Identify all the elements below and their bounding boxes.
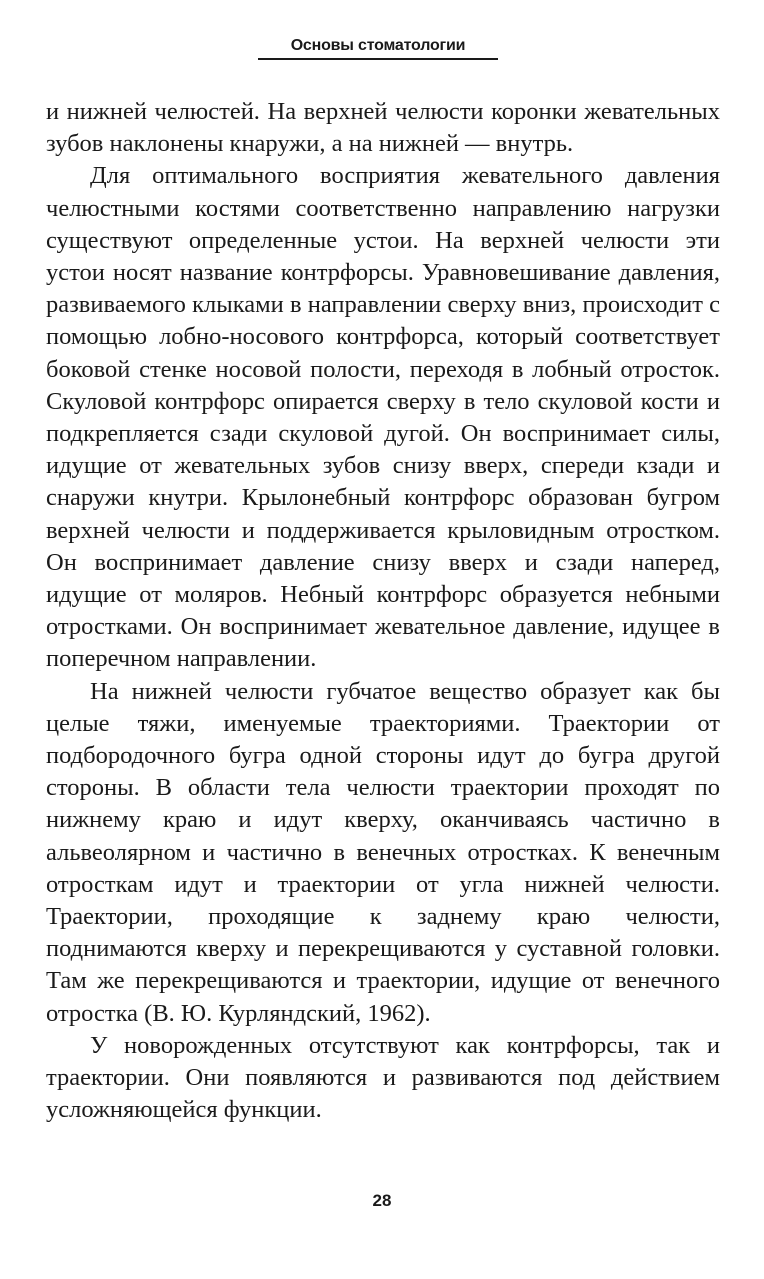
paragraph-continuation: и нижней челюстей. На верхней челюсти коронки жевательных зубов наклонены кнаружи, а на нижней — внутрь. — [46, 98, 720, 158]
running-head: Основы стоматологии — [258, 36, 498, 60]
body-text — [46, 96, 720, 1127]
paragraph-contraforts: Для оптимального восприятия жевательного давления челюстными костями соответственно направлению нагрузки существуют определенные устои. На верхней челюсти эти устои носят название контрфорсы. Уравновешивание давления, развиваемого клыками в направлении сверху вниз, происходит с помощью лобно-носового контрфорса, который соответствует боковой стенке носовой полости, переходя в лобный отросток. Скуловой контрфорс опирается сверху в тело скуловой кости и подкрепляется сзади скуловой дугой. Он воспринимает силы, идущие от жевательных зубов снизу вверх, спереди кзади и снаружи кнутри. Крылонебный контрфорс образован бугром верхней челюсти и поддерживается крыловидным отростком. Он воспринимает давление снизу вверх и сзади наперед, идущие от моляров. Небный контрфорс образуется небными отростками. Он воспринимает жевательное давление, идущее в поперечном направлении. — [46, 162, 720, 673]
paragraph-trajectories: На нижней челюсти губчатое вещество образует как бы целые тяжи, именуемые траекториями. Траектории от подбородочного бугра одной стороны идут до бугра другой стороны. В области тела челюсти траектории проходят по нижнему краю и идут кверху, оканчиваясь частично в альвеолярном и частично в венечных отростках. К венечным отросткам идут и траектории от угла нижней челюсти. Траектории, проходящие к заднему краю челюсти, поднимаются кверху и перекрещиваются у суставной головки. Там же перекрещиваются и траектории, идущие от венечного отростка (В. Ю. Курляндский, 1962). — [46, 677, 720, 1027]
paragraph-newborns: У новорожденных отсутствуют как контрфорсы, так и траектории. Они появляются и развиваются под действием усложняющейся функции. — [46, 1031, 720, 1124]
page-number: 28 — [372, 1191, 392, 1210]
